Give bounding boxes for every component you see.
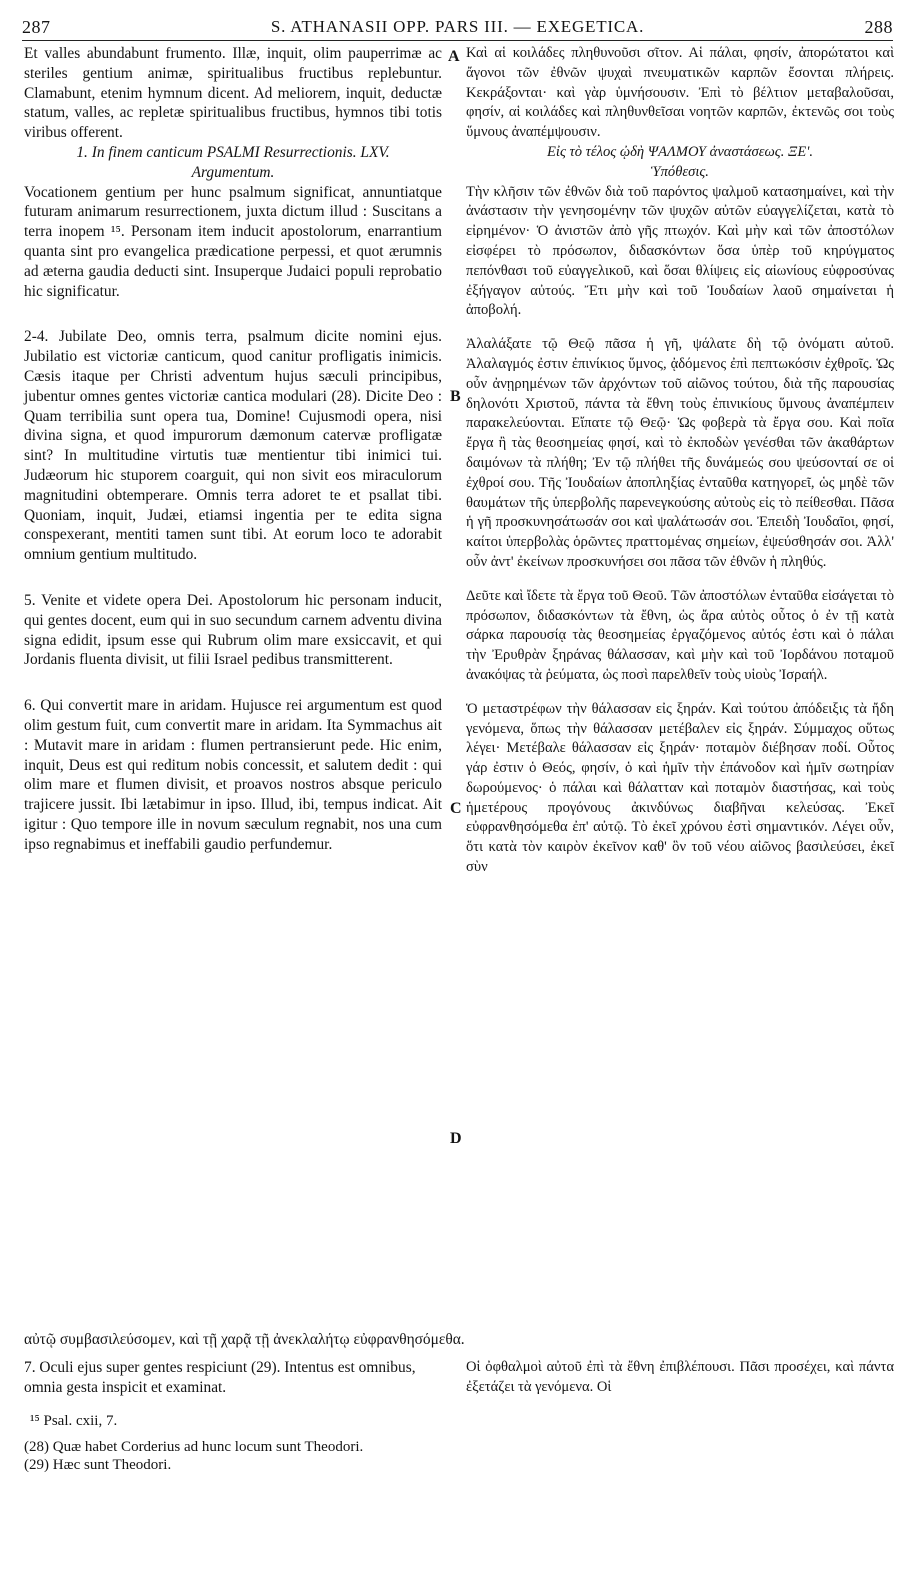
latin-argumentum-heading: Argumentum. bbox=[191, 163, 275, 181]
margin-marker-d: D bbox=[450, 1130, 462, 1147]
footnote: (28) Quæ habet Corderius ad hunc locum sunt Theodori. bbox=[24, 1439, 364, 1455]
footnote: (29) Hæc sunt Theodori. bbox=[24, 1457, 172, 1473]
latin-paragraph: Et valles abundabunt frumento. Illæ, inquit, olim pauperrimæ ac steriles gentium animæ, spiritualibus fructibus replebuntur. Clamabunt, etenim hymnum dicent. Ad meliorem, inquit, deductæ statum, valles, ac repletæ spiritualibus fructibus, hymnos tibi totis viribus offerent. bbox=[24, 45, 442, 142]
page-number-left: 287 bbox=[22, 16, 51, 37]
latin-paragraph: 7. Oculi ejus super gentes respiciunt (29). Intentus est omnibus, omnia gesta inspicit et examinat. bbox=[24, 1359, 416, 1396]
page-number-right: 288 bbox=[864, 16, 893, 37]
latin-column bbox=[24, 44, 442, 854]
latin-paragraph: 2-4. Jubilate Deo, omnis terra, psalmum dicite nomini ejus. Jubilatio est victoriæ canticum, quod canitur profligatis inimicis. Cæsis itaque per Christi adventum hujus sæculi principibus, jubentur omnes gentes victoriæ cantica modulari (28). Dicite Deo : Quam terribilia sunt opera tua, Domine! Cujusmodi opera, nisi divina signa, et quod impurorum dæmonum catervæ profligatæ sint? In multitudine virtutis tuæ mentientur tibi inimici tui. Judæorum hic stuporem coarguit, qui non sivit eos miraculorum magnitudini obtemperare. Omnis terra adoret te et psallat tibi. Quoniam, inquit, Judæi, etiamsi ingentia per te edita signa conspexerant, mentiti tamen sunt tibi. At eorum loco te adorabit omnium gentium multitudo. bbox=[24, 328, 442, 564]
margin-marker-c: C bbox=[450, 800, 462, 817]
margin-marker-a: A bbox=[448, 48, 460, 65]
running-header bbox=[22, 14, 893, 41]
greek-psalm-heading: Εἰς τὸ τέλος ᾠδὴ ΨΑΛΜΟΥ ἀναστάσεως. ΞΕ'. bbox=[546, 143, 814, 160]
running-title: S. ATHANASII OPP. PARS III. — EXEGETICA. bbox=[270, 17, 645, 36]
greek-paragraph: Ὁ μεταστρέφων τὴν θάλασσαν εἰς ξηράν. Καὶ τούτου ἀπόδειξις τὰ ἤδη γενόμενα, ὅπως τὴν θάλασσαν μετέβαλεν εἰς ξηράν. Σύμμαχος οὕτως λέγει· Μετέβαλε θάλασσαν εἰς ξηράν· ποταμὸν διέβησαν ποδί. Οὗτος γάρ ἐστιν ὁ Θεός, φησίν, ὁ καὶ ἡμῖν τὴν ἐπάνοδον καὶ ἡμῖν σωτηρίαν δωρούμενος· ὁ πάλαι καὶ θάλατταν καὶ ποταμὸν διαστήσας, καὶ τοὺς ἡμετέρους προγόνους ἀκινδύνως διαβῆναι κελεύσας. Ἐκεῖ εὐφρανθησόμεθα ἐπ' αὐτῷ. Τὸ ἐκεῖ χρόνου ἐστὶ σημαντικόν. Λέγει οὖν, ὅτι κατὰ τὸν καιρὸν ἐκεῖνον καθ' ὃν τοῦ νέου αἰῶνος βασιλεύσει, ἐκεῖ σὺν bbox=[466, 700, 894, 876]
latin-paragraph: 6. Qui convertit mare in aridam. Hujusce rei argumentum est quod olim gestum fuit, cum convertit mare in aridam. Ita Symmachus ait : Mutavit mare in aridam : flumen pertransierunt pede. Hic enim, inquit, Deus est qui reditum nobis concessit, et salutem dedit : qui olim mare et flumen divisit, et proavos nostros absque periculo trajicere jussit. Ibi lætabimur in ipso. Illud, ibi, tempus indicat. Ait igitur : Quo tempore ille in novum sæculum regnabit, nos una cum ipso regnabimus et ineffabili gaudio perfundemur. bbox=[24, 697, 442, 853]
footnote: ¹⁵ Psal. cxii, 7. bbox=[30, 1413, 118, 1429]
margin-marker-b: B bbox=[450, 388, 461, 405]
latin-paragraph: Vocationem gentium per hunc psalmum significat, annuntiatque futuram animarum resurrectionem, juxta dictum illud : Suscitans a terra inopem ¹⁵. Personam item inducit apostolorum, enarrantium quanta sint pro evangelica prædicatione perpessi, et quot ærumnis ad æterna gaudia deducti sint. Insuperque Judaici populi reprobatio hic significatur. bbox=[24, 183, 442, 300]
greek-column bbox=[466, 44, 894, 878]
greek-paragraph: Καὶ αἱ κοιλάδες πληθυνοῦσι σῖτον. Αἱ πάλαι, φησίν, ἀπορώτατοι καὶ ἄγονοι τῶν ἐθνῶν ψυχαὶ πνευματικῶν καρπῶν ἔσονται πλήρεις. Κεκράξονται· καὶ γὰρ ὑμνήσουσιν. Ἐπὶ τὸ βέλτιον μεταβαλοῦσαι, φησίν, αἱ κοιλάδες καὶ πληθυνθεῖσαι νοητῶν καρπῶν, ἐκτενῶς σοι τοὺς ὕμνους ἀναπέμψουσιν. bbox=[466, 45, 894, 141]
greek-paragraph: Ἀλαλάξατε τῷ Θεῷ πᾶσα ἡ γῆ, ψάλατε δὴ τῷ ὀνόματι αὐτοῦ. Ἀλαλαγμός ἐστιν ἐπινίκιος ὕμνος, ᾀδόμενος ἐπὶ πεπτωκόσιν ἐχθροῖς. Ὡς οὖν ἀνῃρημένων τῶν ἀρχόντων τοῦ αἰῶνος τούτου, διὰ τῆς παρουσίας δηλονότι Χριστοῦ, πάντα τὰ ἔθνη τοὺς ἐπινικίους ὕμνους ἀναπέμπειν παρακελεύονται. Εἴπατε τῷ Θεῷ· Ὡς φοβερὰ τὰ ἔργα σου. Καὶ ποῖα ἔργα ἢ τὰς θεοσημείας φησί, καὶ τὸ ἐκποδὼν γενέσθαι τῶν ἀκαθάρτων δαιμόνων τὰ πλήθη; Ἐν τῷ πλήθει τῆς δυνάμεώς σου ψεύσονταί σε οἱ ἐχθροί σου. Τῆς Ἰουδαίων ἀποπληξίας ἐνταῦθα κατηγορεῖ, ὡς μηδὲ τῶν θαυμάτων τῆς ὑπερβολῆς παρενεγκούσης αὐτοὺς εἰς τὸ πείθεσθαι. Πᾶσα ἡ γῆ προσκυνησάτωσάν σοι καὶ ψαλάτωσάν σοι. Ἐπειδὴ Ἰουδαῖοι, φησί, καίτοι ὑπερβολὰς ὁρῶντες πραττομένας σημείων, ἐψεύσθησάν σοι. Ἀλλ' οὖν ἀντ' ἐκείνων προσκυνήσει σοι πᾶσα τῶν ἐθνῶν ἡ πληθύς. bbox=[466, 336, 894, 570]
latin-psalm-heading: 1. In finem canticum PSALMI Resurrectionis. LXV. bbox=[76, 143, 390, 161]
greek-paragraph: Τὴν κλῆσιν τῶν ἐθνῶν διὰ τοῦ παρόντος ψαλμοῦ κατασημαίνει, καὶ τὴν ἀνάστασιν τὴν γενησομένην τῶν ψυχῶν αὐτῶν εὐαγγελίζεται, κατὰ τὸ εἰρημένον· Ὁ ἀνιστῶν ἀπὸ γῆς πτωχόν. Καὶ μὴν καὶ τῶν ἀποστόλων εἰσφέρει τὸ πρόσωπον, διδασκόντων ὅσα ὑπὲρ τοῦ κηρύγματος πεπόνθασι τοῦ εὐαγγελικοῦ, καὶ ὅσαι θλίψεις εἰς αἰωνίους εὐφροσύνας ἐξήγαγον αὐτούς. Ἔτι μὴν καὶ τοῦ Ἰουδαίων λαοῦ σημαίνεται ἡ ἀποβολή. bbox=[466, 183, 894, 319]
greek-hypothesis-heading: Ὑπόθεσις. bbox=[651, 163, 709, 180]
greek-paragraph: Οἱ ὀφθαλμοὶ αὐτοῦ ἐπὶ τὰ ἔθνη ἐπιβλέπουσι. Πᾶσι προσέχει, καὶ πάντα ἐξετάζει τὰ γενόμενα. Οἱ bbox=[466, 1359, 894, 1395]
latin-paragraph: 5. Venite et videte opera Dei. Apostolorum hic personam inducit, qui gentes docent, eum qui in suo secundum carnem adventu divina signa edidit, ipsum esse qui Rubrum olim mare exsiccavit, et qui Jordanis fluenta divisit, ut filii Israel pedibus transmitterent. bbox=[24, 591, 442, 669]
greek-continuation-line: αὐτῷ συμβασιλεύσομεν, καὶ τῇ χαρᾷ τῇ ἀνεκλαλήτῳ εὐφρανθησόμεθα. bbox=[24, 1331, 465, 1348]
greek-paragraph: Δεῦτε καὶ ἴδετε τὰ ἔργα τοῦ Θεοῦ. Τῶν ἀποστόλων ἐνταῦθα εἰσάγεται τὸ πρόσωπον, διδασκόντων τὰ ἔθνη, ὡς ἄρα αὐτὸς οὗτος ὁ ἐν τῇ κατὰ σάρκα παρουσίᾳ τὰς θεοσημείας ἐργαζόμενος αὐτός ἐστι καὶ ὁ πάλαι τὴν Ἐρυθρὰν ξηράνας θάλασσαν, καὶ μὴν καὶ τοῦ Ἰορδάνου ποταμοῦ ἀνακόψας τὰ ῥεύματα, ὡς ποσὶ παρελθεῖν τοὺς υἱοὺς Ἰσραήλ. bbox=[466, 587, 894, 683]
